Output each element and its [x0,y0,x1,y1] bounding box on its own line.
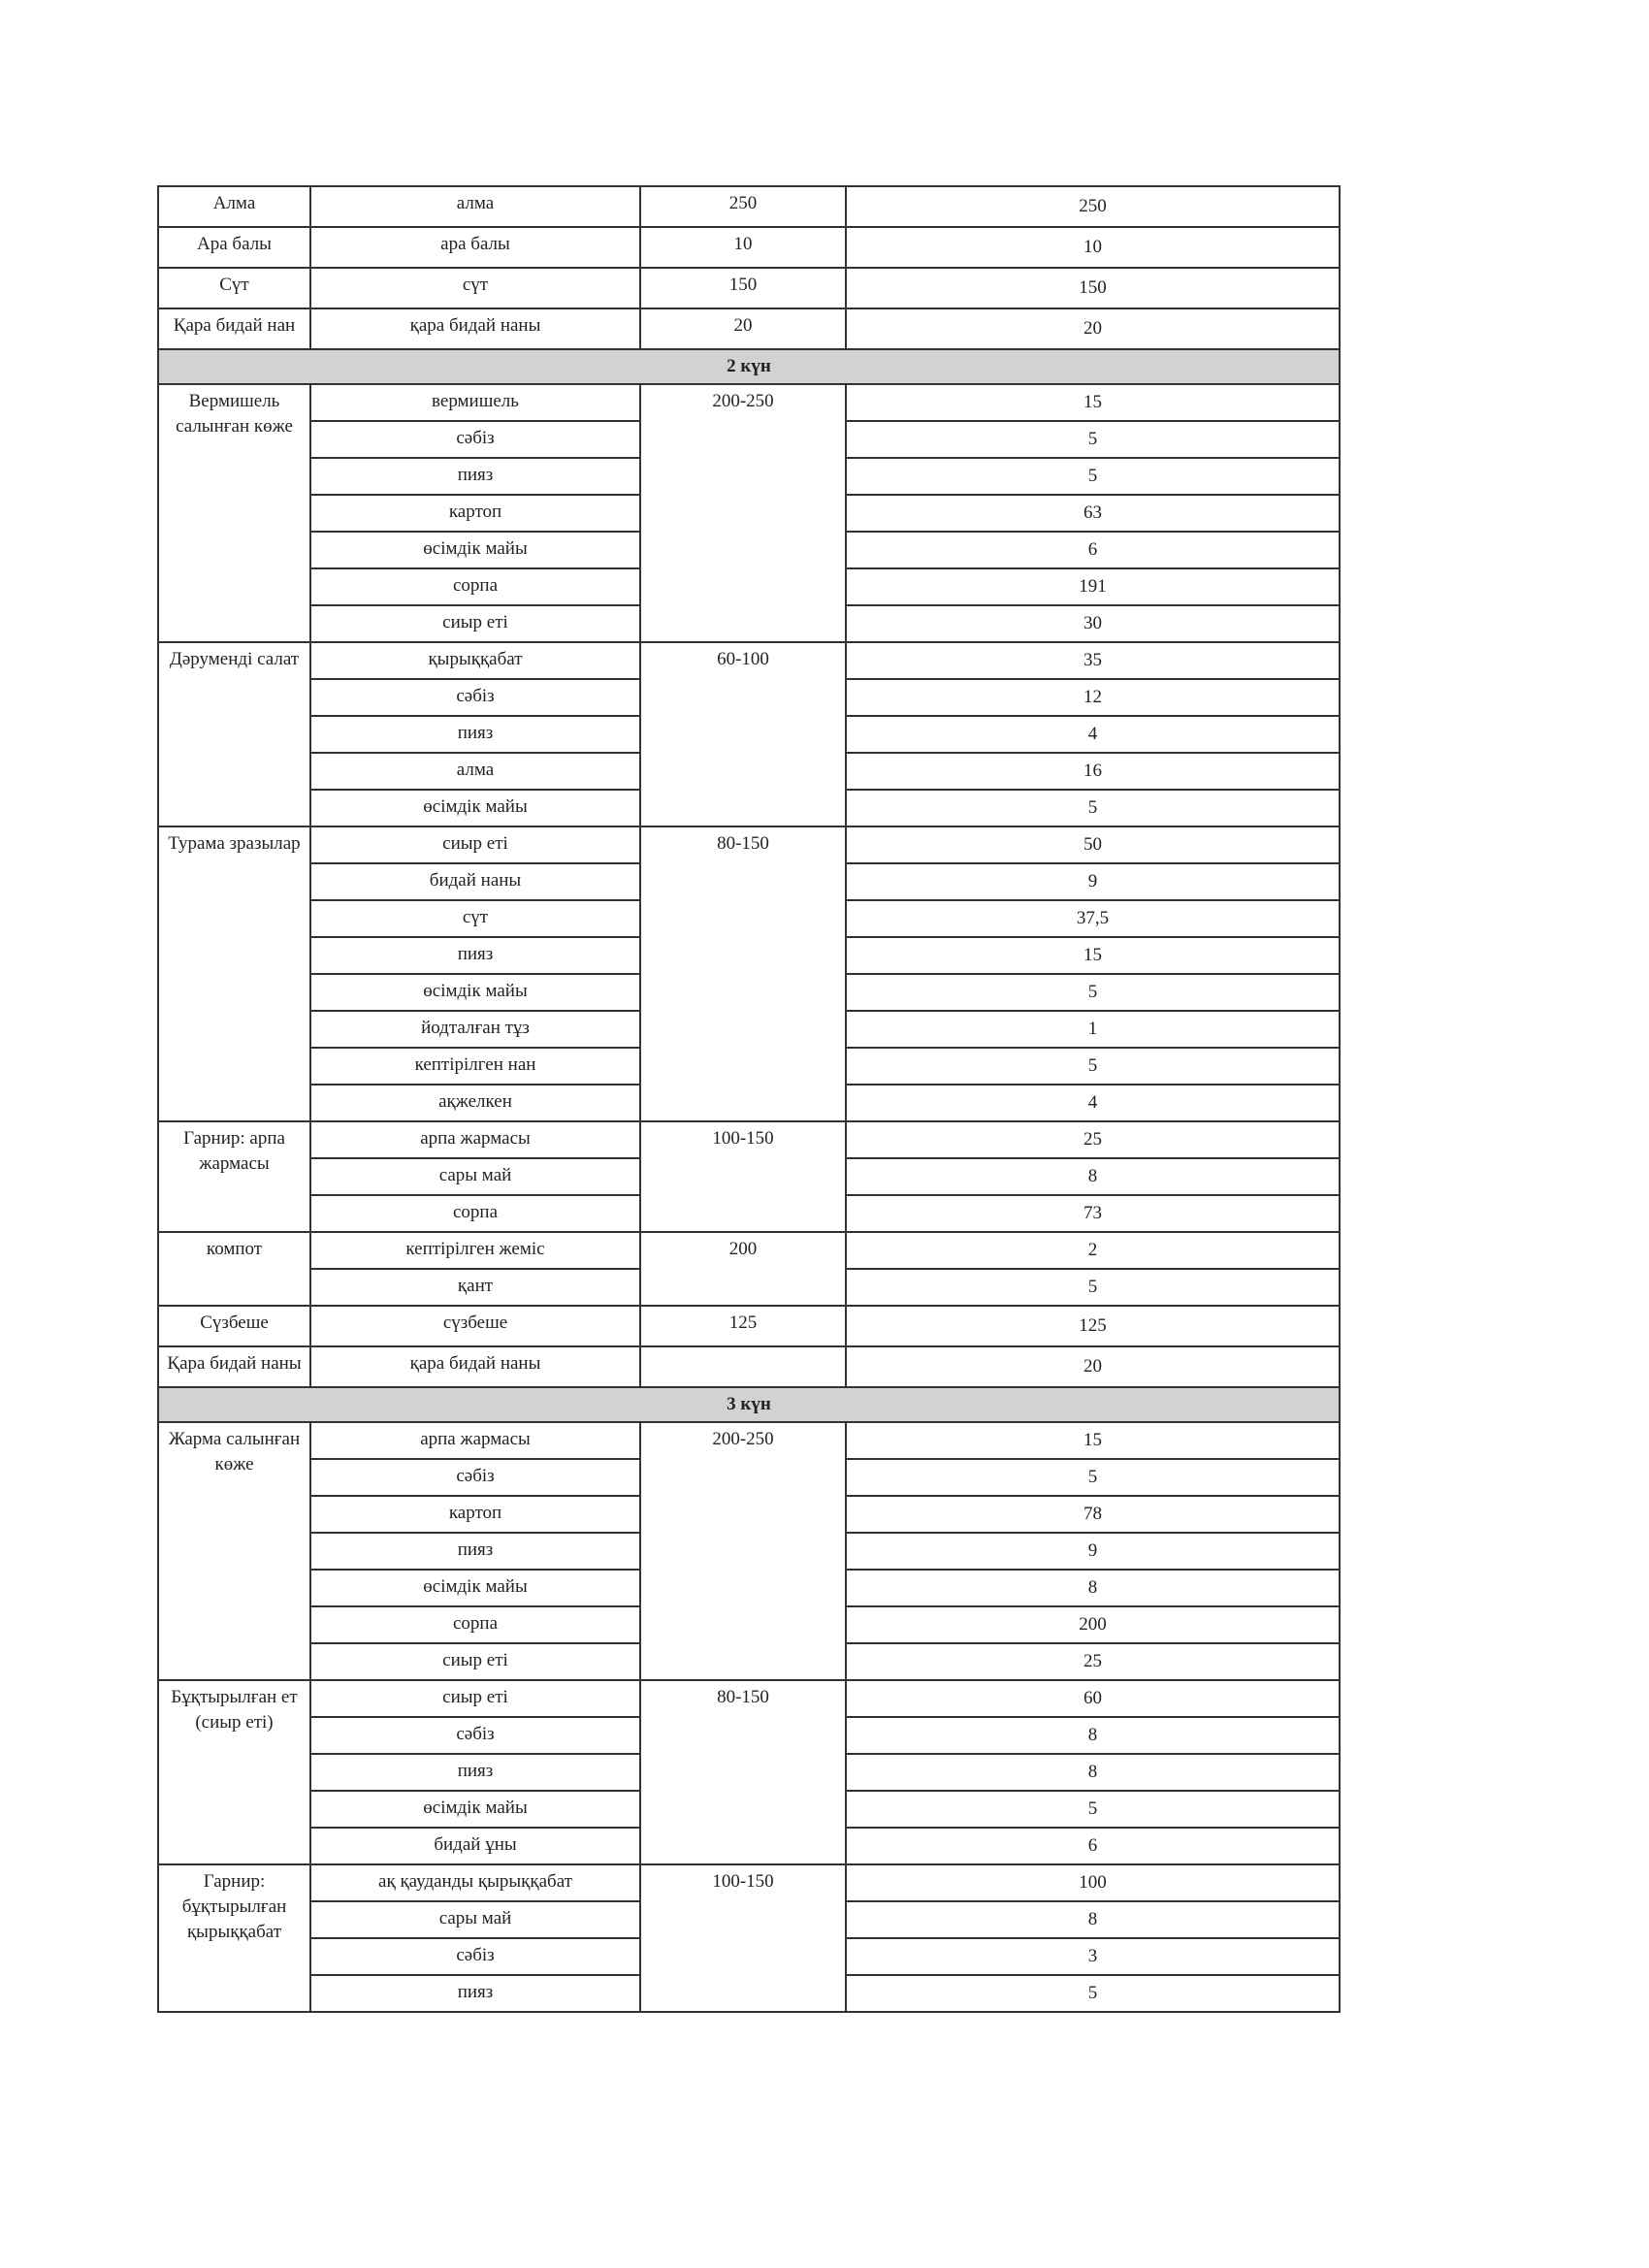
product-name: пияз [310,1754,640,1791]
product-name: сәбіз [310,1459,640,1496]
product-amount: 5 [846,790,1340,826]
portion-size: 200-250 [640,1422,846,1680]
product-name: ақжелкен [310,1085,640,1121]
product-amount: 2 [846,1232,1340,1269]
portion-size: 125 [640,1306,846,1346]
product-amount: 6 [846,1828,1340,1864]
product-amount: 5 [846,974,1340,1011]
product-name: қара бидай наны [310,1346,640,1387]
portion-size [640,1346,846,1387]
portion-size: 150 [640,268,846,308]
day-header-row [158,1387,1340,1422]
product-amount: 50 [846,826,1340,863]
product-amount: 25 [846,1121,1340,1158]
product-amount: 5 [846,1975,1340,2012]
product-name: сорпа [310,568,640,605]
product-amount: 5 [846,458,1340,495]
product-amount: 5 [846,1459,1340,1496]
dish-name: Алма [158,186,310,227]
menu-table-body [158,186,1340,2012]
product-name: сорпа [310,1195,640,1232]
product-name: картоп [310,1496,640,1533]
product-name: өсімдік майы [310,1791,640,1828]
portion-size: 60-100 [640,642,846,826]
dish-name: Вермишель салынған көже [158,384,310,642]
product-amount: 6 [846,532,1340,568]
portion-size: 20 [640,308,846,349]
portion-size: 200-250 [640,384,846,642]
product-amount: 35 [846,642,1340,679]
product-name: сәбіз [310,679,640,716]
dish-name: Жарма салынған көже [158,1422,310,1680]
portion-size: 10 [640,227,846,268]
product-name: сиыр еті [310,605,640,642]
dish-name: Гарнир: арпа жармасы [158,1121,310,1232]
product-name: бидай наны [310,863,640,900]
day-header: 3 күн [158,1387,1340,1422]
product-amount: 15 [846,384,1340,421]
product-amount: 250 [846,186,1340,227]
product-amount: 8 [846,1901,1340,1938]
product-amount: 10 [846,227,1340,268]
dish-name: Турама зразылар [158,826,310,1121]
dish-name: Қара бидай наны [158,1346,310,1387]
product-amount: 4 [846,1085,1340,1121]
table-row [158,268,1340,308]
product-name: қырыққабат [310,642,640,679]
dish-name: компот [158,1232,310,1306]
product-name: вермишель [310,384,640,421]
product-amount: 16 [846,753,1340,790]
product-name: өсімдік майы [310,1570,640,1606]
product-amount: 1 [846,1011,1340,1048]
product-amount: 150 [846,268,1340,308]
product-amount: 125 [846,1306,1340,1346]
product-name: ара балы [310,227,640,268]
portion-size: 250 [640,186,846,227]
product-amount: 200 [846,1606,1340,1643]
portion-size: 100-150 [640,1864,846,2012]
product-name: йодталған тұз [310,1011,640,1048]
table-row [158,384,1340,421]
portion-size: 100-150 [640,1121,846,1232]
product-name: сары май [310,1158,640,1195]
table-row [158,1346,1340,1387]
product-amount: 20 [846,308,1340,349]
product-amount: 12 [846,679,1340,716]
table-row [158,308,1340,349]
product-amount: 4 [846,716,1340,753]
table-row [158,1422,1340,1459]
table-row [158,1121,1340,1158]
product-name: пияз [310,458,640,495]
product-amount: 5 [846,421,1340,458]
product-name: сорпа [310,1606,640,1643]
product-amount: 73 [846,1195,1340,1232]
product-name: қант [310,1269,640,1306]
product-amount: 60 [846,1680,1340,1717]
dish-name: Қара бидай нан [158,308,310,349]
table-row [158,1864,1340,1901]
product-amount: 191 [846,568,1340,605]
product-name: арпа жармасы [310,1422,640,1459]
product-amount: 15 [846,937,1340,974]
product-amount: 3 [846,1938,1340,1975]
product-amount: 8 [846,1158,1340,1195]
product-name: бидай ұны [310,1828,640,1864]
product-name: қара бидай наны [310,308,640,349]
product-amount: 5 [846,1791,1340,1828]
dish-name: Гарнир: бұқтырылған қырыққабат [158,1864,310,2012]
product-name: өсімдік майы [310,974,640,1011]
product-name: пияз [310,1533,640,1570]
product-name: кептірілген жеміс [310,1232,640,1269]
product-amount: 100 [846,1864,1340,1901]
table-row [158,186,1340,227]
product-amount: 15 [846,1422,1340,1459]
dish-name: Бұқтырылған ет (сиыр еті) [158,1680,310,1864]
product-name: алма [310,753,640,790]
product-amount: 63 [846,495,1340,532]
table-row [158,1232,1340,1269]
product-amount: 30 [846,605,1340,642]
product-name: өсімдік майы [310,790,640,826]
product-amount: 37,5 [846,900,1340,937]
portion-size: 80-150 [640,1680,846,1864]
day-header-row [158,349,1340,384]
portion-size: 80-150 [640,826,846,1121]
product-name: сиыр еті [310,1643,640,1680]
product-amount: 8 [846,1754,1340,1791]
dish-name: Сүзбеше [158,1306,310,1346]
dish-name: Дәруменді салат [158,642,310,826]
dish-name: Сүт [158,268,310,308]
product-amount: 9 [846,1533,1340,1570]
product-name: сүзбеше [310,1306,640,1346]
table-row [158,826,1340,863]
dish-name: Ара балы [158,227,310,268]
menu-table [157,185,1341,2013]
product-name: сәбіз [310,1938,640,1975]
product-amount: 8 [846,1570,1340,1606]
product-name: пияз [310,1975,640,2012]
product-name: картоп [310,495,640,532]
product-name: кептірілген нан [310,1048,640,1085]
product-amount: 25 [846,1643,1340,1680]
product-name: сәбіз [310,421,640,458]
product-amount: 9 [846,863,1340,900]
day-header: 2 күн [158,349,1340,384]
table-row [158,1680,1340,1717]
product-name: сиыр еті [310,1680,640,1717]
product-amount: 5 [846,1269,1340,1306]
product-amount: 20 [846,1346,1340,1387]
product-name: сәбіз [310,1717,640,1754]
product-amount: 78 [846,1496,1340,1533]
product-name: ақ қауданды қырыққабат [310,1864,640,1901]
table-row [158,1306,1340,1346]
product-name: арпа жармасы [310,1121,640,1158]
product-name: сары май [310,1901,640,1938]
portion-size: 200 [640,1232,846,1306]
product-name: пияз [310,716,640,753]
product-name: пияз [310,937,640,974]
table-row [158,642,1340,679]
product-amount: 5 [846,1048,1340,1085]
product-name: өсімдік майы [310,532,640,568]
product-name: алма [310,186,640,227]
product-name: сиыр еті [310,826,640,863]
table-row [158,227,1340,268]
product-name: сүт [310,268,640,308]
product-amount: 8 [846,1717,1340,1754]
product-name: сүт [310,900,640,937]
